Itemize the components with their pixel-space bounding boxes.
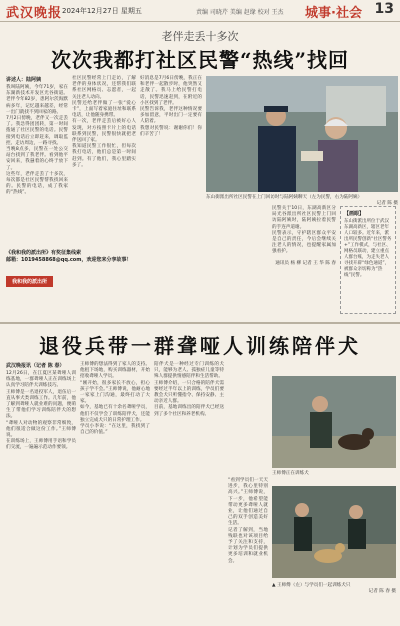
story2-photo-bottom bbox=[272, 486, 396, 578]
sidebar-title: 【画眼】 bbox=[344, 211, 365, 217]
story1-headline: 次次我都打社区民警“热线”找回 bbox=[50, 48, 349, 72]
page-number: 13 bbox=[374, 1, 394, 17]
training-photo-illustration bbox=[272, 376, 396, 468]
story2-column-4 bbox=[228, 478, 268, 565]
story2-photo-caption-1: ▲ 王师傅（左）与学员们一起训练犬只 bbox=[272, 583, 351, 588]
dog-training-photo-illustration bbox=[272, 486, 396, 578]
story1-byline: 讲述人：陆阿姨 bbox=[6, 77, 42, 83]
section-title: 城事·社会 bbox=[305, 6, 362, 21]
story1-column-1 bbox=[6, 76, 68, 197]
story1-kicker: 老伴走丢十多次 bbox=[161, 30, 239, 43]
story1-credit: 通讯员 杨 柳 记者 王 华 陈 春 bbox=[275, 260, 336, 266]
story1-photo-illustration bbox=[206, 76, 398, 192]
story1-col1-text: 我叫陆阿姨，今年71岁，家在东湖新技术开发区光谷街道。老伴今年82岁，患阿尔茨海默病多年，记忆越来越差，经常一出门就找不到回家的路。 7月2日傍晚，老伴又一次走丢了。我急得团团转，第一时间拨通了社区民警的电话。民警接到电话后立即赶来，调取监控、走访周边，一路寻找。 当晚8点多，民警在一处公交站台找到了我老伴。看到他平安回来，我悬着的心终于放下了。 这些年，老伴走丢了十多次，每次都是社区民警帮我找回来的。民警的电话，成了我家的“热线”。 bbox=[6, 85, 68, 196]
story1-photo bbox=[206, 76, 398, 192]
story2-col3-text: 陪伴犬是一种经过专门训练的犬只，能够为老人、孤独症儿童等特殊人群提供情感陪伴和生活帮助。 王师傅介绍，一只合格的陪伴犬需要经过半年以上的训练，学员们要教会犬只听懂指令、保持安静、主动亲近人群。 目前，基地训练出的陪伴犬已经送到了多个社区和养老机构。 bbox=[154, 362, 224, 417]
story1-contact-block bbox=[6, 250, 136, 287]
column-badge: 我和我的派出所 bbox=[6, 276, 53, 287]
story2-column-3 bbox=[154, 362, 224, 418]
sidebar-body: 东山街派出所位于武汉东湖高新区，辖区老年人口较多。近年来，派出所民警创新“社区警务+”工作模式，与社区、网格员联动，建立重点人群台账，为走失老人寻找开辟“绿色通道”，被群众亲切称为“热线”民警。 bbox=[344, 219, 392, 278]
contact-line-2: 邮箱：1019458868@qq.com，欢迎您来分享故事！ bbox=[6, 257, 132, 263]
sidebar-box bbox=[340, 206, 396, 314]
story2-col1-text: 12月26日，在江夏区某聋哑人训练基地，一群聋哑人正在训练场上认真学习陪伴犬训练技巧。 王师傅是一名退役军人，退伍后一直从事犬类训练工作。几年前，他了解到聋哑人就业难的问题，便萌生了带他们学习训练陪伴犬的想法。 “聋哑人对动物的观察非常细致，他们很适合做这份工作。”王师傅说。 在训练场上，王师傅用手语和学员们交流，一遍遍示范动作要领。 bbox=[6, 371, 76, 451]
story1-column-4 bbox=[272, 206, 336, 266]
paper-name: 武汉晚报 bbox=[6, 6, 63, 21]
story2-photo-top bbox=[272, 376, 396, 468]
story1-photo-caption: 东山街派出所社区民警在上门回访时与陆阿姨聊天（左为民警，右为陆阿姨） bbox=[206, 195, 363, 200]
story1-col2-text: 社区民警经常上门走访，了解老伴的身体状况，还帮我们联系社区网格员、志愿者，一起关注老人动向。 民警还给老伴做了一张“爱心卡”，上面写着家庭住址和联系电话，让他随身携带。 有一次，老伴走丢后被好心人发现，对方按照卡片上的电话联系到民警，民警很快就把老伴送回了家。 我知道民警工作很忙，但每次我打电话，他们总是第一时间赶到。有了他们，我心里踏实多了。 bbox=[72, 76, 136, 168]
story2-column-1 bbox=[6, 362, 76, 452]
story2-photo-credit: 记者 陈 春 摄 bbox=[368, 589, 396, 594]
story2-headline: 退役兵带一群聋哑人训练陪伴犬 bbox=[39, 334, 361, 358]
contact-line-1: 《我和我的派出所》有奖征集线索 bbox=[6, 250, 82, 256]
story1-photo-credit: 记者 陈 摄 bbox=[376, 201, 398, 206]
story2-photo-top-caption-block bbox=[272, 470, 396, 476]
story2-photo-caption-2: 王师傅正在训练犬 bbox=[272, 471, 309, 476]
masthead bbox=[0, 0, 400, 22]
story2-byline: 武汉晚报讯（记者 陈 春） bbox=[6, 363, 65, 369]
story1-col3-text: 好消息是7月6日傍晚，我正在和老伴一起散步时，他突然又走散了。我马上给民警打电话，民警迅速赶到，在附近的小区找到了老伴。 民警告诉我，老伴这种情况要多加留意，平时出门一定要有人陪着。 我想对民警说：谢谢你们！你们辛苦了！ bbox=[140, 76, 202, 137]
story2-photo-bottom-caption-block bbox=[272, 582, 396, 594]
paper-date: 2024年12月27日 星期五 bbox=[62, 7, 142, 15]
story2-col4-text: “看到学员们一天天进步，我心里特别高兴。”王师傅说，下一步，他希望能带动更多聋哑人就业，让他们通过自己的双手创造美好生活。 记者了解到，当地残联也对该项目给予了关注和支持，计划为学员们提供更多培训和就业机会。 bbox=[228, 478, 268, 564]
editors-line: 责编 司晓芹 美编 赵缘 校对 王杰 bbox=[196, 9, 284, 16]
story1-column-2 bbox=[72, 76, 136, 169]
story1-photo-caption-block bbox=[206, 194, 398, 206]
story2-col2-text: 王师傅的想法得到了家人的支持。他租下场地，购买训练器材，开始招收聋哑人学员。 “刚开始，很多家长不放心，担心孩子学不会。”王师傅说，他耐心地一家家上门沟通，最终打动了大家。 如今，基地已有十余名聋哑学员，他们不仅学会了训练陪伴犬，还能独立完成犬只的日常护理工作。 学员小李说：“在这里，我找到了自己的价值。” bbox=[80, 362, 150, 436]
story1-col4-text: 民警关于10日，东湖高新区分局光谷派出所社区民警上门回访陆阿姨时，陆阿姨拉着民警的手连声道谢。 民警表示，守护辖区群众平安是自己的责任，今后会继续关注老人的情况，也提醒家属加强看护。 bbox=[272, 206, 336, 255]
section-divider bbox=[0, 322, 400, 324]
story2-column-2 bbox=[80, 362, 150, 436]
story1-column-3 bbox=[140, 76, 202, 138]
